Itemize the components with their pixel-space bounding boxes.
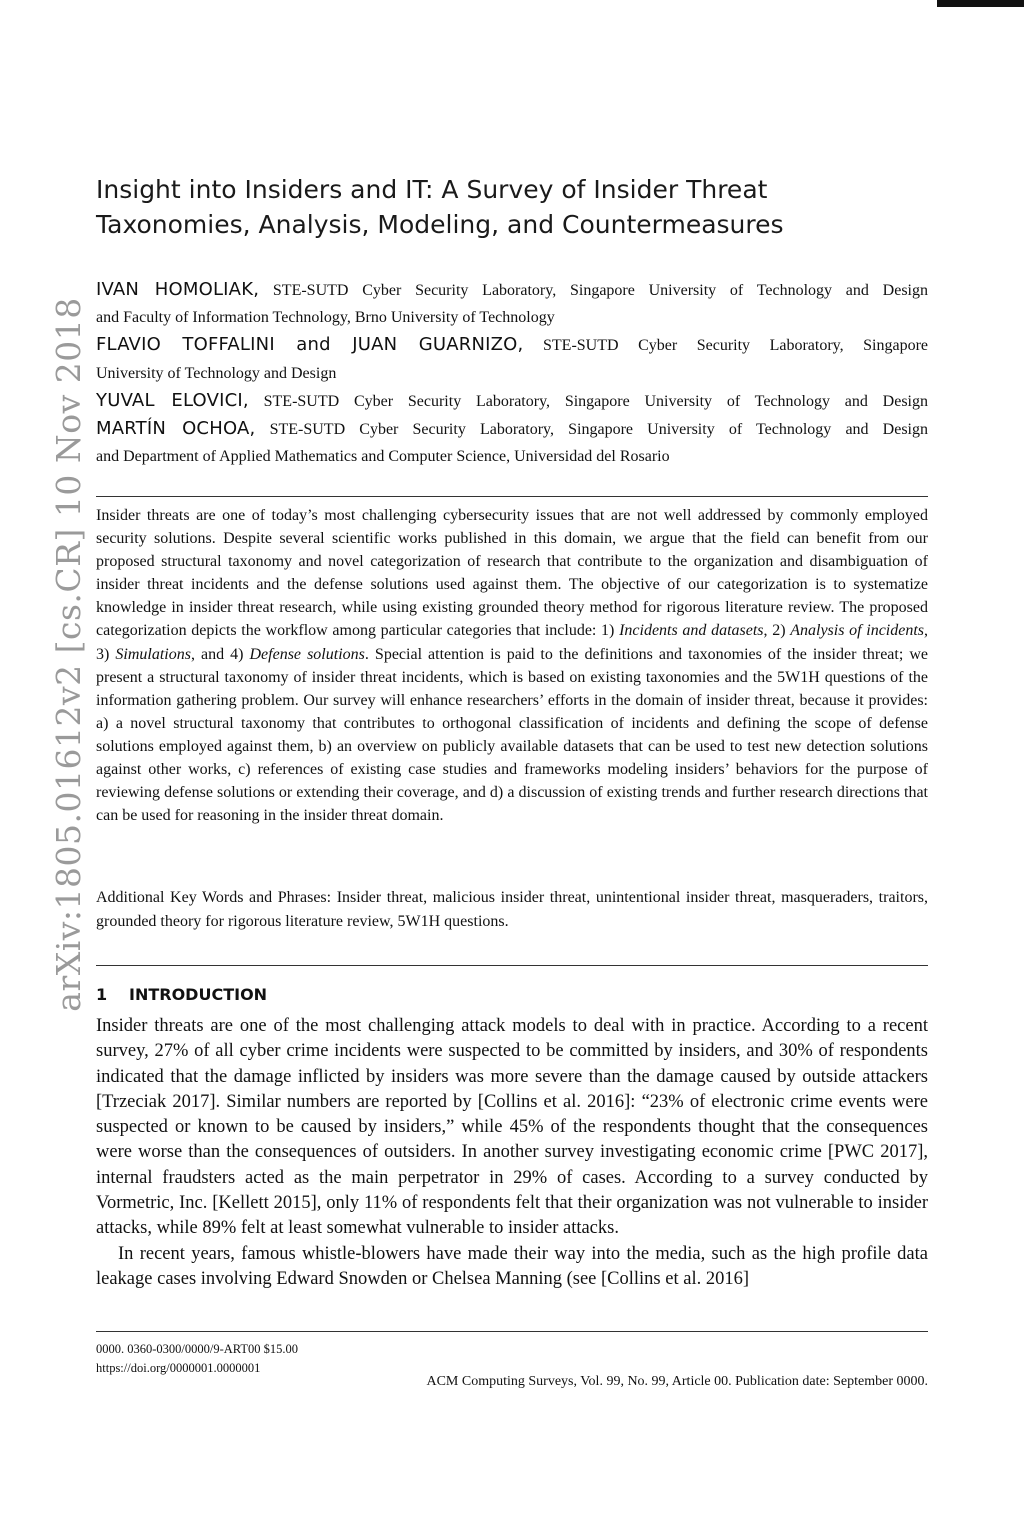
corner-mark bbox=[937, 0, 1024, 7]
author-affiliation: STE-SUTD Cyber Security Laboratory, Singapore University of Technology and Design bbox=[263, 392, 928, 410]
author-block bbox=[96, 276, 928, 470]
author-affiliation-cont: and Department of Applied Mathematics and Computer Science, Universidad del Rosario bbox=[96, 448, 670, 466]
author-name: MARTÍN OCHOA, bbox=[96, 418, 256, 440]
footnote-doi[interactable]: https://doi.org/0000001.0000001 bbox=[96, 1361, 261, 1375]
author-name: FLAVIO TOFFALINI and JUAN GUARNIZO, bbox=[96, 334, 524, 356]
title-line-1: Insight into Insiders and IT: A Survey of Insider Threat bbox=[96, 175, 768, 204]
author-name: YUVAL ELOVICI, bbox=[96, 389, 249, 411]
abstract-text: Insider threats are one of today’s most challenging cybersecurity issues that are not well addressed by commonly employed security solutions. Despite several scientific works published in this domain, we argue that the field can benefit from our proposed structural taxonomy and novel categorization of research that contribute to the organization and disambiguation of insider threat incidents and the defense solutions used against them. The objective of our categorization is to systematize knowledge in insider threat research, while using existing grounded theory method for rigorous literature review. The proposed categorization depicts the workflow among particular categories that include: 1) bbox=[96, 507, 928, 640]
abstract-text: . Special attention is paid to the definitions and taxonomies of the insider threat; we present a structural taxonomy of insider threat incidents, which is based on existing taxonomies and the 5W1H questions of the information gathering problem. Our survey will enhance researchers’ efforts in the domain of insider threat, because it provides: a) a novel structural taxonomy that contributes to orthogonal classification of incidents and defining the scope of defense solutions employed against them, b) an overview on publicly available datasets that can be used to test new detection solutions against other works, c) references of existing case studies and frameworks modeling insiders’ behaviors for the purpose of reviewing defense solutions or extending their coverage, and d) a discussion of existing trends and further research directions that can be used for reasoning in the insider threat domain. bbox=[96, 645, 929, 825]
author-affiliation-cont: and Faculty of Information Technology, Brno University of Technology bbox=[96, 309, 555, 327]
section-heading bbox=[96, 985, 267, 1004]
author-affiliation: STE-SUTD Cyber Security Laboratory, Singapore bbox=[543, 337, 929, 355]
footnote-issn: 0000. 0360-0300/0000/9-ART00 $15.00 bbox=[96, 1342, 299, 1356]
abstract-sep: , 2) bbox=[763, 622, 791, 640]
running-footer: ACM Computing Surveys, Vol. 99, No. 99, Article 00. Publication date: September 0000. bbox=[426, 1374, 928, 1389]
author-affiliation: STE-SUTD Cyber Security Laboratory, Singapore University of Technology and Design bbox=[272, 282, 928, 299]
author-entry bbox=[96, 276, 928, 331]
paragraph: Insider threats are one of the most challenging attack models to deal with in practice. According to a recent survey, 27% of all cyber crime incidents were suspected to be committed by insiders, and 30% of respondents indicated that the damage inflicted by insiders was more severe than the damage caused by outside attackers [Trzeciak 2017]. Similar numbers are reported by [Collins et al. 2016]: “23% of electronic crime events were suspected or known to be caused by insiders,” while 45% of the respondents thought that the consequences were worse than the consequences of outsiders. In another survey investigating economic crime [PWC 2017], internal fraudsters acted as the main perpetrator in 29% of cases. According to a survey conducted by Vormetric, Inc. [Kellett 2015], only 11% of respondents felt that their organization was not vulnerable to insider attacks, while 89% felt at least somewhat vulnerable to insider attacks. bbox=[96, 1016, 928, 1239]
abstract-category: Simulations bbox=[115, 645, 191, 663]
introduction-body bbox=[96, 1014, 928, 1292]
footnote-rule bbox=[96, 1331, 928, 1332]
title-line-2: Taxonomies, Analysis, Modeling, and Countermeasures bbox=[96, 210, 784, 239]
footnote bbox=[96, 1340, 298, 1378]
keywords: Additional Key Words and Phrases: Insider threat, malicious insider threat, unintentional insider threat, masqueraders, traitors, grounded theory for rigorous literature review, 5W1H questions. bbox=[96, 889, 928, 930]
paragraph: In recent years, famous whistle-blowers have made their way into the media, such as the high profile data leakage cases involving Edward Snowden or Chelsea Manning (see [Collins et al. 2016] bbox=[96, 1243, 928, 1289]
author-entry bbox=[96, 331, 928, 386]
author-entry bbox=[96, 415, 928, 470]
author-affiliation-cont: University of Technology and Design bbox=[96, 364, 337, 382]
author-affiliation: STE-SUTD Cyber Security Laboratory, Singapore University of Technology and Design bbox=[269, 421, 929, 439]
author-entry bbox=[96, 387, 928, 415]
arxiv-id: arXiv:1805.01612v2 [cs.CR] 10 Nov 2018 bbox=[49, 297, 88, 1012]
abstract-category: Analysis of incidents bbox=[790, 622, 925, 640]
author-name: IVAN HOMOLIAK, bbox=[96, 279, 260, 300]
abstract-sep: , and 4) bbox=[190, 645, 250, 663]
abstract-bottom-rule bbox=[96, 965, 928, 966]
abstract-category: Defense solutions bbox=[249, 645, 365, 663]
abstract-category: Incidents and datasets bbox=[619, 622, 764, 640]
paper-title bbox=[96, 172, 856, 242]
abstract-top-rule bbox=[96, 496, 928, 497]
abstract-sep: , 3) bbox=[96, 622, 929, 663]
section-title: INTRODUCTION bbox=[129, 985, 268, 1004]
section-number: 1 bbox=[96, 985, 108, 1004]
abstract bbox=[96, 504, 928, 827]
